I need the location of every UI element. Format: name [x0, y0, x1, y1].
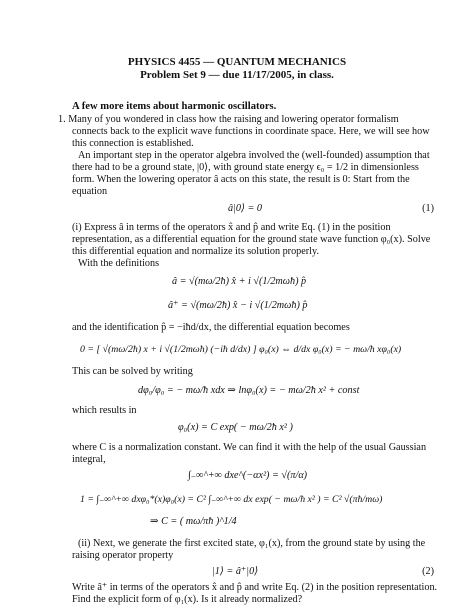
differential-equation: 0 = [ √(mω/2ħ) x + i √(1/2mωħ) (−iħ d/dx) ] φ₀(x) ⇔ d/dx φ₀(x) = − mω/ħ xφ₀(x)	[80, 344, 402, 355]
equation-2: |1⟩ = â⁺|0⟩	[212, 566, 259, 577]
paragraph-line: and the identification p̂ = −iħd/dx, the differential equation becomes	[72, 322, 350, 333]
definition-a: â = √(mω/2ħ) x̂ + i √(1/2mωħ) p̂	[172, 276, 307, 287]
definition-a-dagger: â⁺ = √(mω/2ħ) x̂ − i √(1/2mωħ) p̂	[168, 300, 308, 311]
paragraph-line: 1. Many of you wondered in class how the raising and lowering operator formalism	[58, 114, 399, 125]
document-title: PHYSICS 4455 — QUANTUM MECHANICS	[127, 56, 347, 68]
gaussian-integral: ∫₋∞^+∞ dxe^(−αx²) = √(π/α)	[188, 470, 308, 481]
normalization-constant: ⇒ C = ( mω/πħ )^1/4	[150, 516, 237, 527]
paragraph-line: which results in	[72, 405, 137, 416]
paragraph-line: integral,	[72, 454, 106, 465]
document-subtitle: Problem Set 9 — due 11/17/2005, in class.	[140, 69, 334, 81]
paragraph-line: this differential equation and normalize its solution properly.	[72, 246, 319, 257]
solution-step: dφ₀/φ₀ = − mω/ħ xdx ⇒ lnφ₀(x) = − mω/2ħ x² + const	[138, 385, 360, 396]
equation-2-number: (2)	[422, 566, 434, 577]
paragraph-line: raising operator property	[72, 550, 174, 561]
paragraph-line: With the definitions	[78, 258, 160, 269]
paragraph-line: this connection is established.	[72, 138, 194, 149]
paragraph-line: connects back to the explicit wave functions in coordinate space. Here, we will see how	[72, 126, 430, 137]
paragraph-line: (i) Express â in terms of the operators x̂ and p̂ and write Eq. (1) in the position	[72, 222, 391, 233]
paragraph-line: equation	[72, 186, 108, 197]
paragraph-line: there had to be a ground state, |0⟩, with ground state energy ϵ₀ = 1/2 in dimensionless	[72, 162, 419, 173]
paragraph-line: Write â⁺ in terms of the operators x̂ and p̂ and write Eq. (2) in the position representation.	[72, 582, 438, 593]
paragraph-line: (ii) Next, we generate the first excited state, φ₁(x), from the ground state by using the	[78, 538, 426, 549]
paragraph-line: form. When the lowering operator â acts on this state, the result is 0: Start from the	[72, 174, 410, 185]
equation-1: â|0⟩ = 0	[228, 203, 263, 214]
paragraph-line: where C is a normalization constant. We can find it with the help of the usual Gaussian	[72, 442, 427, 453]
section-heading: A few more items about harmonic oscillators.	[72, 101, 277, 112]
equation-1-number: (1)	[422, 203, 434, 214]
paragraph-line: Find the explicit form of φ₁(x). Is it already normalized?	[72, 594, 303, 605]
result-equation: φ₀(x) = C exp( − mω/2ħ x² )	[178, 422, 293, 433]
normalization-equation: 1 = ∫₋∞^+∞ dxφ₀*(x)φ₀(x) = C² ∫₋∞^+∞ dx exp( − mω/ħ x² ) = C² √(πħ/mω)	[80, 494, 383, 505]
paragraph-line: This can be solved by writing	[72, 366, 193, 377]
paragraph-line: representation, as a differential equation for the ground state wave function φ₀(x). Solve	[72, 234, 431, 245]
paragraph-line: An important step in the operator algebra involved the (well-founded) assumption that	[78, 150, 430, 161]
